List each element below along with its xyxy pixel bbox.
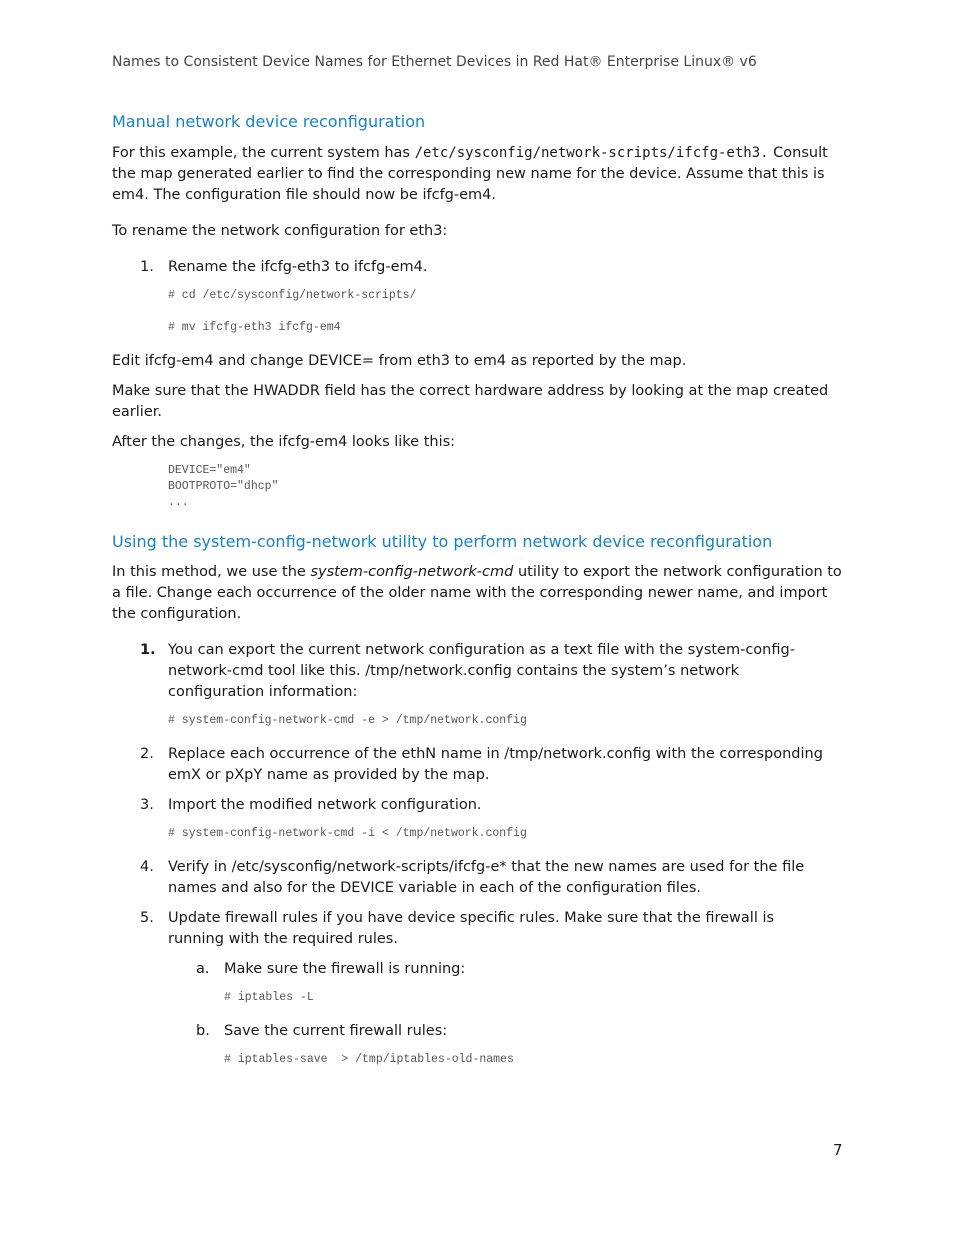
list-text: Import the modified network configuration.: [168, 797, 482, 813]
method-text-a: In this method, we use the: [112, 564, 311, 580]
code-block: # iptables-save > /tmp/iptables-old-names: [224, 1053, 514, 1066]
list-text: You can export the current network configuration as a text file with the system-config-network-cmd tool like this. /tmp/network.config contains the system’s network configuration information:: [168, 642, 795, 700]
intro-path: /etc/sysconfig/network-scripts/ifcfg-eth3.: [414, 145, 769, 161]
list-number: 2.: [140, 746, 154, 762]
list-number: 1.: [140, 259, 154, 275]
paragraph-method: [112, 562, 842, 625]
paragraph-hwaddr: Make sure that the HWADDR field has the correct hardware address by looking at the map created earlier.: [112, 383, 829, 420]
code-block: # iptables -L: [224, 991, 314, 1004]
code-block: # mv ifcfg-eth3 ifcfg-em4: [168, 321, 341, 334]
list-text: Rename the ifcfg-eth3 to ifcfg-em4.: [168, 259, 428, 275]
intro-text-a: For this example, the current system has: [112, 145, 415, 161]
sublist-text: Save the current firewall rules:: [224, 1023, 448, 1039]
sublist-text: Make sure the firewall is running:: [224, 961, 466, 977]
paragraph-intro: [112, 143, 842, 206]
paragraph-rename-intro: To rename the network configuration for eth3:: [112, 223, 448, 239]
list-text: Update firewall rules if you have device specific rules. Make sure that the firewall is running with the required rules.: [168, 910, 775, 947]
method-text-b: utility to export the network configuration to a file. Change each occurrence of the older name with the corresponding newer name, and import the configuration.: [112, 564, 842, 622]
code-block: # system-config-network-cmd -e > /tmp/network.config: [168, 714, 527, 727]
code-block: # system-config-network-cmd -i < /tmp/network.config: [168, 827, 527, 840]
page-number: 7: [833, 1141, 843, 1159]
list-text: Replace each occurrence of the ethN name in /tmp/network.config with the corresponding emX or pXpY name as provided by the map.: [168, 746, 823, 783]
running-header: Names to Consistent Device Names for Ethernet Devices in Red Hat® Enterprise Linux® v6: [112, 54, 757, 70]
paragraph-edit: Edit ifcfg-em4 and change DEVICE= from eth3 to em4 as reported by the map.: [112, 353, 687, 369]
section-heading-utility: Using the system-config-network utility to perform network device reconfiguration: [112, 532, 773, 551]
code-block: # cd /etc/sysconfig/network-scripts/: [168, 289, 417, 302]
sublist-letter: a.: [196, 961, 210, 977]
list-number: 5.: [140, 910, 154, 926]
method-tool-name: system-config-network-cmd: [310, 564, 514, 580]
list-text: Verify in /etc/sysconfig/network-scripts/ifcfg-e* that the new names are used for the file names and also for the DEVICE variable in each of the configuration files.: [168, 859, 805, 896]
sublist-letter: b.: [196, 1023, 210, 1039]
list-number: 3.: [140, 797, 154, 813]
section-heading-manual: Manual network device reconfiguration: [112, 112, 426, 131]
list-number: 1.: [140, 642, 156, 658]
paragraph-after: After the changes, the ifcfg-em4 looks like this:: [112, 434, 456, 450]
code-block: DEVICE="em4" BOOTPROTO="dhcp" ...: [168, 464, 279, 509]
list-number: 4.: [140, 859, 154, 875]
intro-text-b: Consult the map generated earlier to find the corresponding new name for the device. Assume that this is em4. The configuration file should now be ifcfg-em4.: [112, 145, 828, 203]
